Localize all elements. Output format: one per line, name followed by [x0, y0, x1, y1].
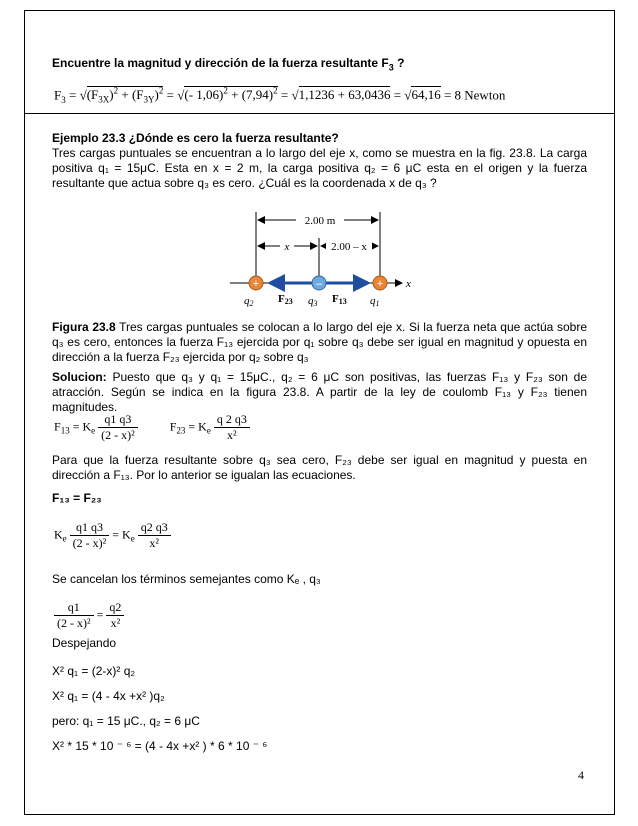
section-divider — [24, 113, 615, 114]
solution-text: Solucion: Puesto que q₃ y q₁ = 15μC., q₂ = 6 μC son positivas, las fuerzas F₁₃ y F₂₃ son de atracción. Según se indica en la figura 23.8. A partir de la ley de coulomb F₁₃ y F₂₃ tienen magnitudes. — [52, 370, 587, 414]
label-x: x — [284, 241, 290, 253]
step-line-3: pero: q₁ = 15 μC., q₂ = 6 μC — [52, 714, 200, 728]
example-heading: Ejemplo 23.3 ¿Dónde es cero la fuerza resultante? — [52, 131, 339, 145]
label-q1: q1 — [370, 295, 380, 308]
step-line-4: X² * 15 * 10 ⁻ ⁶ = (4 - 4x +x² ) * 6 * 10 ⁻ ⁶ — [52, 739, 268, 753]
axis-label: x — [406, 278, 411, 290]
q3-sign: – — [315, 278, 323, 290]
label-q3: q3 — [308, 295, 318, 308]
step-line-2: X² q₁ = (4 - 4x +x² )q₂ — [52, 689, 165, 703]
q1-sign: + — [376, 278, 384, 290]
label-f23: F23 — [278, 293, 293, 306]
page-number: 4 — [578, 768, 584, 782]
resultant-force-equation: $F_3 = √(F_{3X})^2 + (F_{3Y})^2$ = √(- $1,06)^2 + (7,94)^2 = √1,1236 + 63,0436 = √64,16 = 8$ Newton — [54, 86, 506, 105]
step-line-1: X² q₁ = (2-x)² q₂ — [52, 664, 136, 678]
despejando-label: Despejando — [52, 636, 117, 650]
label-q2: q2 — [244, 295, 254, 308]
figure-caption: Figura 23.8 Tres cargas puntuales se colocan a lo largo del eje x. Si la fuerza neta que actúa sobre q₃ es cero, entonces la fuerza F₁₃ ejercida por q₁ sobre q₃ debe ser igual en magnitud y opuesta en dirección a la fuerza F₂₃ ejercida por q₂ sobre q₃ — [52, 320, 588, 364]
example-text: Tres cargas puntuales se encuentran a lo largo del eje x, como se muestra en la fig. 23.8. La carga positiva q₁ = 15μC. Esta en x = 2 m, la carga positiva q₂ = 6 μC esta en el origen y la fuerza resultante que actua sobre q₃ es cero. ¿Cuál es la coordenada x de q₃ ? — [52, 146, 587, 190]
paragraph-equality: Para que la fuerza resultante sobre q₃ sea cero, F₂₃ debe ser igual en magnitud y puesta en dirección a F₁₃. Por lo anterior se igualan las ecuaciones. — [52, 453, 587, 482]
label-total-distance: 2.00 m — [304, 215, 336, 227]
coulomb-equations: $F_{13} = K_e$ $\frac{q1 q3}{\text{(2 - x)²}}$ $F_{23} = K_e$ $\frac{q 2 q3}{\text{x²}}$ — [54, 412, 250, 443]
paragraph-cancel: Se cancelan los términos semejantes como Kₑ , q₃ — [52, 572, 321, 586]
label-f13: F13 — [332, 293, 347, 306]
simplified-equation: $\frac{q1}{\text{(2 - x)²}}$ = $\frac{q2}{\text{x²}}$ — [54, 600, 124, 631]
question-title: Encuentre la magnitud y dirección de la fuerza resultante $F_3$ ? — [52, 56, 405, 73]
label-rest-distance: 2.00 – x — [331, 241, 367, 253]
q2-sign: + — [252, 278, 260, 290]
equated-equation: $K_e$ $\frac{q1 q3}{\text{(2 - x)²}}$ = $K_e$ $\frac{q2 q3}{\text{x²}}$ — [54, 520, 171, 551]
figure-23-8 — [220, 198, 420, 310]
force-equality: F₁₃ = F₂₃ — [52, 491, 102, 505]
